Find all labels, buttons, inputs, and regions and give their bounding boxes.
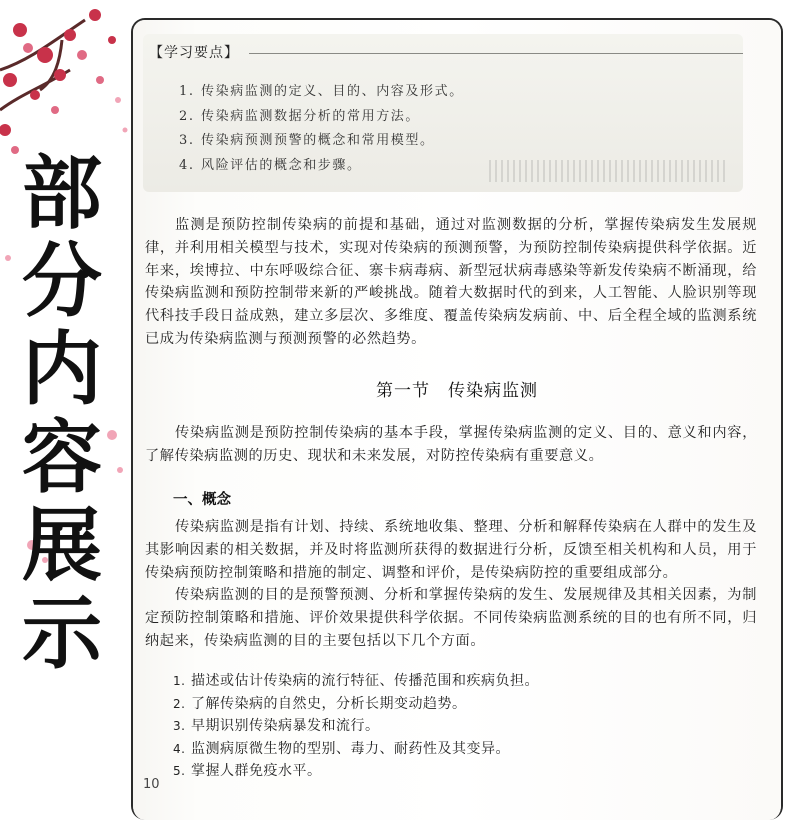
definition-paragraph: 传染病监测是指有计划、持续、系统地收集、整理、分析和解释传染病在人群中的发生及其影响因素的相关数据，并及时将监测所获得的数据进行分析，反馈至相关机构和人员，用于传染病预防控制策略和措施的制定、调整和评价，是传染病防控的重要组成部分。 bbox=[145, 519, 757, 581]
faded-print-texture bbox=[489, 160, 729, 182]
learning-point-item: 2. 传染病监测数据分析的常用方法。 bbox=[179, 108, 421, 124]
side-title-char: 示 bbox=[22, 587, 102, 680]
purpose-item: 3. 早期识别传染病暴发和流行。 bbox=[173, 718, 380, 735]
side-title-char: 容 bbox=[22, 411, 102, 504]
side-title-char: 内 bbox=[22, 323, 102, 416]
header-divider bbox=[249, 53, 743, 54]
side-title-char: 部 bbox=[22, 147, 102, 240]
book-page bbox=[131, 18, 783, 820]
purpose-paragraph: 传染病监测的目的是预警预测、分析和掌握传染病的发生、发展规律及其相关因素，为制定预防控制策略和措施、评价效果提供科学依据。不同传染病监测系统的目的也有所不同，归纳起来，传染病监测的目的主要包括以下几个方面。 bbox=[145, 587, 757, 649]
learning-point-item: 4. 风险评估的概念和步骤。 bbox=[179, 157, 362, 173]
side-title bbox=[12, 147, 112, 680]
section-title: 第一节 传染病监测 bbox=[376, 381, 538, 401]
learning-points-box bbox=[143, 34, 743, 192]
side-title-char: 分 bbox=[22, 235, 102, 328]
purpose-item: 5. 掌握人群免疫水平。 bbox=[173, 763, 322, 780]
concept-heading: 一、概念 bbox=[173, 492, 231, 508]
learning-point-item: 1. 传染病监测的定义、目的、内容及形式。 bbox=[179, 84, 464, 99]
purpose-list bbox=[173, 670, 539, 783]
purpose-item: 1. 描述或估计传染病的流行特征、传播范围和疾病负担。 bbox=[173, 673, 539, 689]
side-title-char: 展 bbox=[22, 499, 102, 592]
intro-paragraph: 监测是预防控制传染病的前提和基础，通过对监测数据的分析，掌握传染病发生发展规律，并利用相关模型与技术，实现对传染病的预测预警，为预防控制传染病提供科学依据。近年来，埃博拉、中东呼吸综合征、寨卡病毒病、新型冠状病毒感染等新发传染病不断涌现，给传染病监测和预防控制带来新的严峻挑战。随着大数据时代的到来，人工智能、人脸识别等现代科技手段日益成熟，建立多层次、多维度、覆盖传染病发病前、中、后全程全域的监测系统已成为传染病监测与预测预警的必然趋势。 bbox=[145, 217, 757, 347]
learning-point-item: 3. 传染病预测预警的概念和常用模型。 bbox=[179, 133, 435, 148]
purpose-item: 2. 了解传染病的自然史，分析长期变动趋势。 bbox=[173, 695, 467, 712]
page-number: 10 bbox=[143, 777, 160, 792]
section-intro-paragraph: 传染病监测是预防控制传染病的基本手段，掌握传染病监测的定义、目的、意义和内容，了解传染病监测的历史、现状和未来发展，对防控传染病有重要意义。 bbox=[145, 425, 757, 464]
learning-points-header: 【学习要点】 bbox=[149, 45, 239, 61]
purpose-item: 4. 监测病原微生物的型别、毒力、耐药性及其变异。 bbox=[173, 740, 510, 757]
learning-points-list bbox=[179, 80, 464, 178]
